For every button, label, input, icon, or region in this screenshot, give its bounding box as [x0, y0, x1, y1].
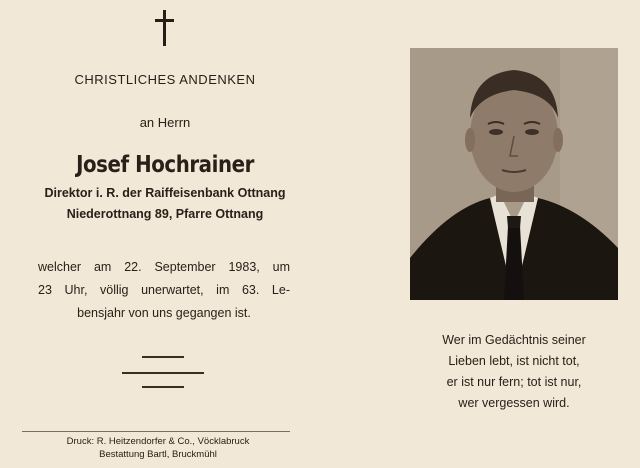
divider-rule — [122, 372, 204, 374]
quote-line: Wer im Gedächtnis seiner — [442, 333, 586, 347]
death-notice-text — [38, 256, 290, 325]
memorial-quote — [410, 330, 618, 414]
notice-line: bensjahr von uns gegangen ist. — [77, 306, 251, 320]
deceased-title: Direktor i. R. der Raiffeisenbank Ottnang — [44, 186, 286, 200]
cross-icon — [153, 10, 177, 46]
footer-divider — [22, 431, 290, 432]
notice-line: 23 Uhr, völlig unerwartet, im 63. Le- — [38, 283, 290, 297]
funeral-home-credit: Bestattung Bartl, Bruckmühl — [99, 449, 217, 460]
divider-rule — [142, 356, 184, 358]
quote-line: wer vergessen wird. — [458, 396, 570, 410]
notice-line: welcher am 22. September 1983, um — [38, 260, 290, 274]
divider-rule — [142, 386, 184, 388]
deceased-name: Josef Hochrainer — [76, 152, 254, 178]
portrait-illustration — [410, 48, 618, 300]
portrait-photo — [410, 48, 618, 300]
card-heading: CHRISTLICHES ANDENKEN — [74, 72, 256, 87]
printer-credit: Druck: R. Heitzendorfer & Co., Vöcklabruck — [66, 436, 250, 447]
quote-line: Lieben lebt, ist nicht tot, — [448, 354, 580, 368]
quote-line: er ist nur fern; tot ist nur, — [446, 375, 582, 389]
deceased-address: Niederottnang 89, Pfarre Ottnang — [66, 207, 264, 221]
salutation: an Herrn — [139, 115, 191, 130]
